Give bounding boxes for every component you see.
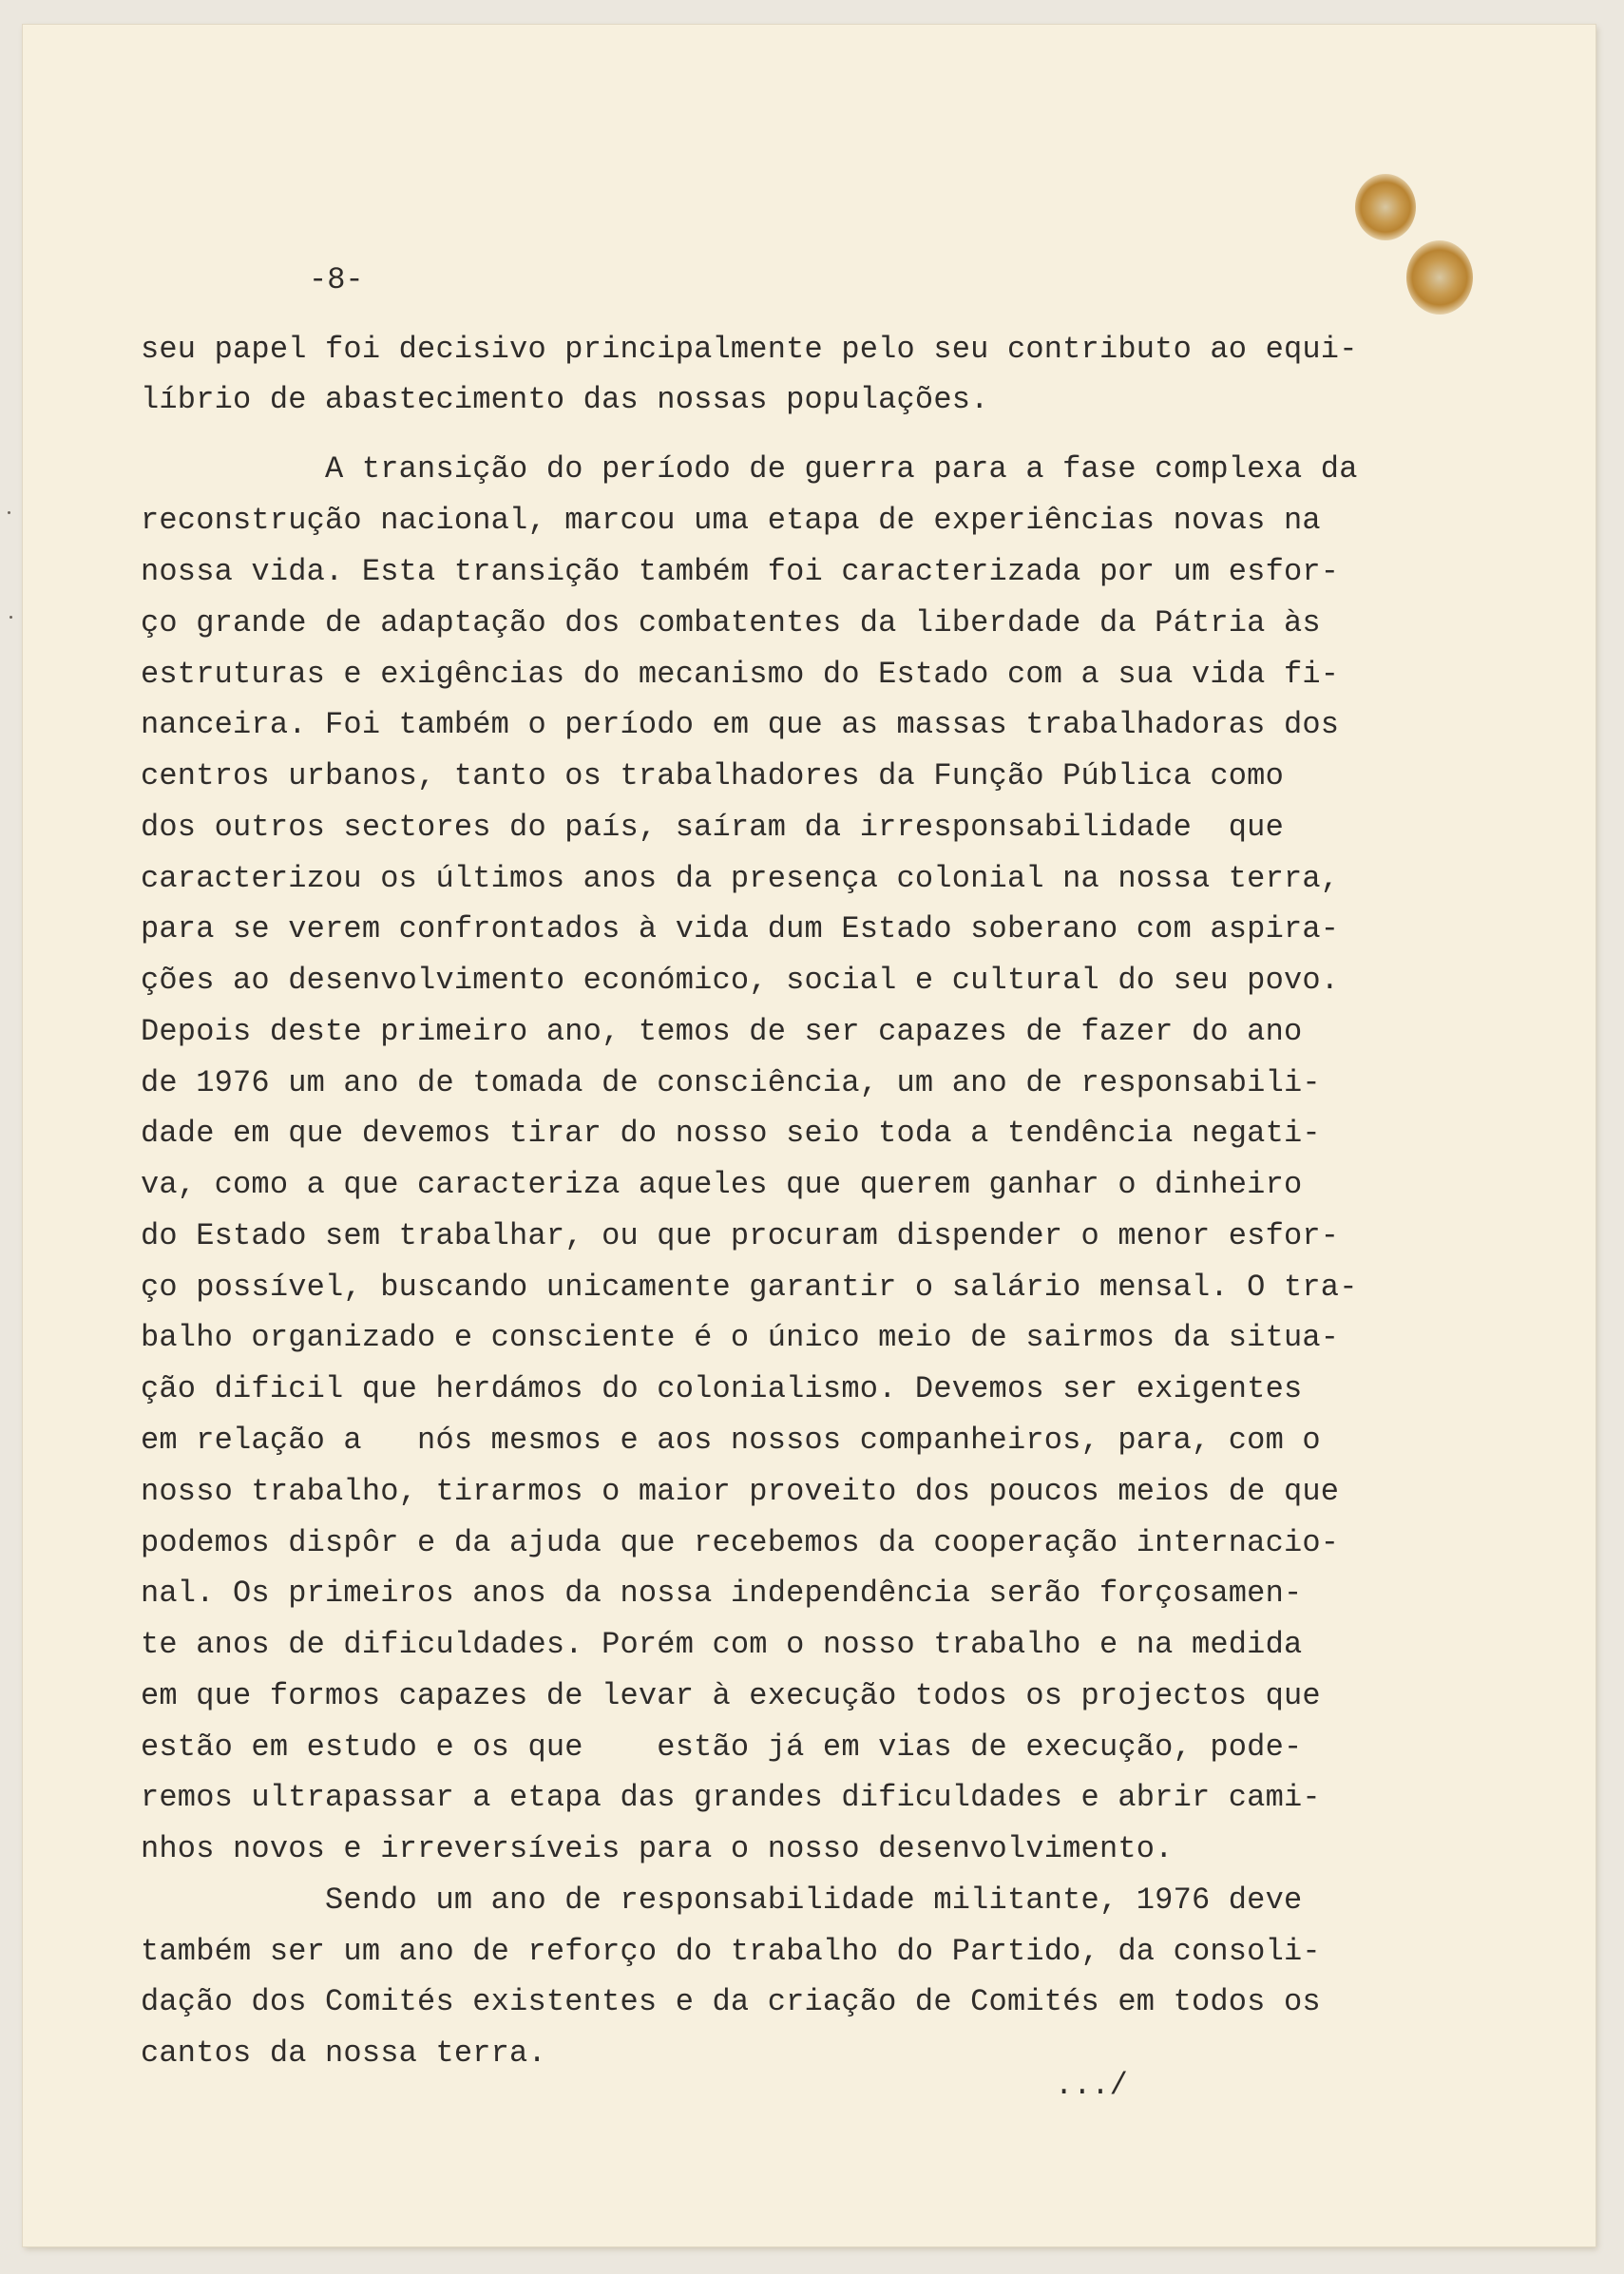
text-line: do Estado sem trabalhar, ou que procuram dispender o menor esfor- [141,1218,1340,1253]
text-line: nal. Os primeiros anos da nossa independência serão forçosamen- [141,1576,1303,1611]
text-line: balho organizado e consciente é o único meio de sairmos da situa- [141,1320,1340,1355]
typewritten-text-body [141,0,1366,2071]
text-line: ço grande de adaptação dos combatentes da liberdade da Pátria às [141,605,1321,640]
text-line: remos ultrapassar a etapa das grandes dificuldades e abrir cami- [141,1780,1321,1815]
text-line: reconstrução nacional, marcou uma etapa de experiências novas na [141,503,1321,538]
text-line: também ser um ano de reforço do trabalho do Partido, da consoli- [141,1934,1321,1969]
punch-mark [8,511,10,514]
continuation-mark: .../ [1055,2068,1128,2103]
text-line: Sendo um ano de responsabilidade militante, 1976 deve [141,1882,1303,1918]
text-line: dação dos Comités existentes e da criação de Comités em todos os [141,1984,1321,2019]
text-line: nanceira. Foi também o período em que as massas trabalhadoras dos [141,707,1340,742]
text-line: para se verem confrontados à vida dum Estado soberano com aspira- [141,911,1340,946]
text-line: estão em estudo e os que estão já em vias de execução, pode- [141,1729,1303,1765]
text-line: de 1976 um ano de tomada de consciência, um ano de responsabili- [141,1065,1321,1100]
text-line: ções ao desenvolvimento económico, social e cultural do seu povo. [141,963,1340,998]
text-line: dos outros sectores do país, saíram da irresponsabilidade que [141,810,1284,845]
text-line: A transição do período de guerra para a fase complexa da [141,451,1358,487]
text-line: estruturas e exigências do mecanismo do Estado com a sua vida fi- [141,657,1340,692]
text-line: nosso trabalho, tirarmos o maior proveito dos poucos meios de que [141,1474,1340,1509]
text-line: dade em que devemos tirar do nosso seio toda a tendência negati- [141,1116,1321,1151]
rust-stain [1406,240,1473,315]
text-line: seu papel foi decisivo principalmente pelo seu contributo ao equi- [141,332,1358,367]
text-line: nhos novos e irreversíveis para o nosso desenvolvimento. [141,1831,1174,1866]
text-line: centros urbanos, tanto os trabalhadores da Função Pública como [141,758,1284,793]
text-line: Depois deste primeiro ano, temos de ser capazes de fazer do ano [141,1014,1303,1049]
text-line: em que formos capazes de levar à execução todos os projectos que [141,1678,1321,1713]
text-line: ção dificil que herdámos do colonialismo. Devemos ser exigentes [141,1371,1303,1406]
text-line: te anos de dificuldades. Porém com o nosso trabalho e na medida [141,1627,1303,1662]
text-line: cantos da nossa terra. [141,2035,546,2071]
text-line: líbrio de abastecimento das nossas populações. [141,382,989,417]
punch-mark [10,616,12,619]
text-line: ço possível, buscando unicamente garantir o salário mensal. O tra- [141,1270,1358,1305]
text-line: va, como a que caracteriza aqueles que querem ganhar o dinheiro [141,1167,1303,1202]
text-line: podemos dispôr e da ajuda que recebemos da cooperação internacio- [141,1525,1340,1560]
page-number: -8- [309,262,364,297]
text-line: em relação a nós mesmos e aos nossos companheiros, para, com o [141,1423,1321,1458]
text-line: nossa vida. Esta transição também foi caracterizada por um esfor- [141,554,1340,589]
text-line: caracterizou os últimos anos da presença colonial na nossa terra, [141,861,1340,896]
